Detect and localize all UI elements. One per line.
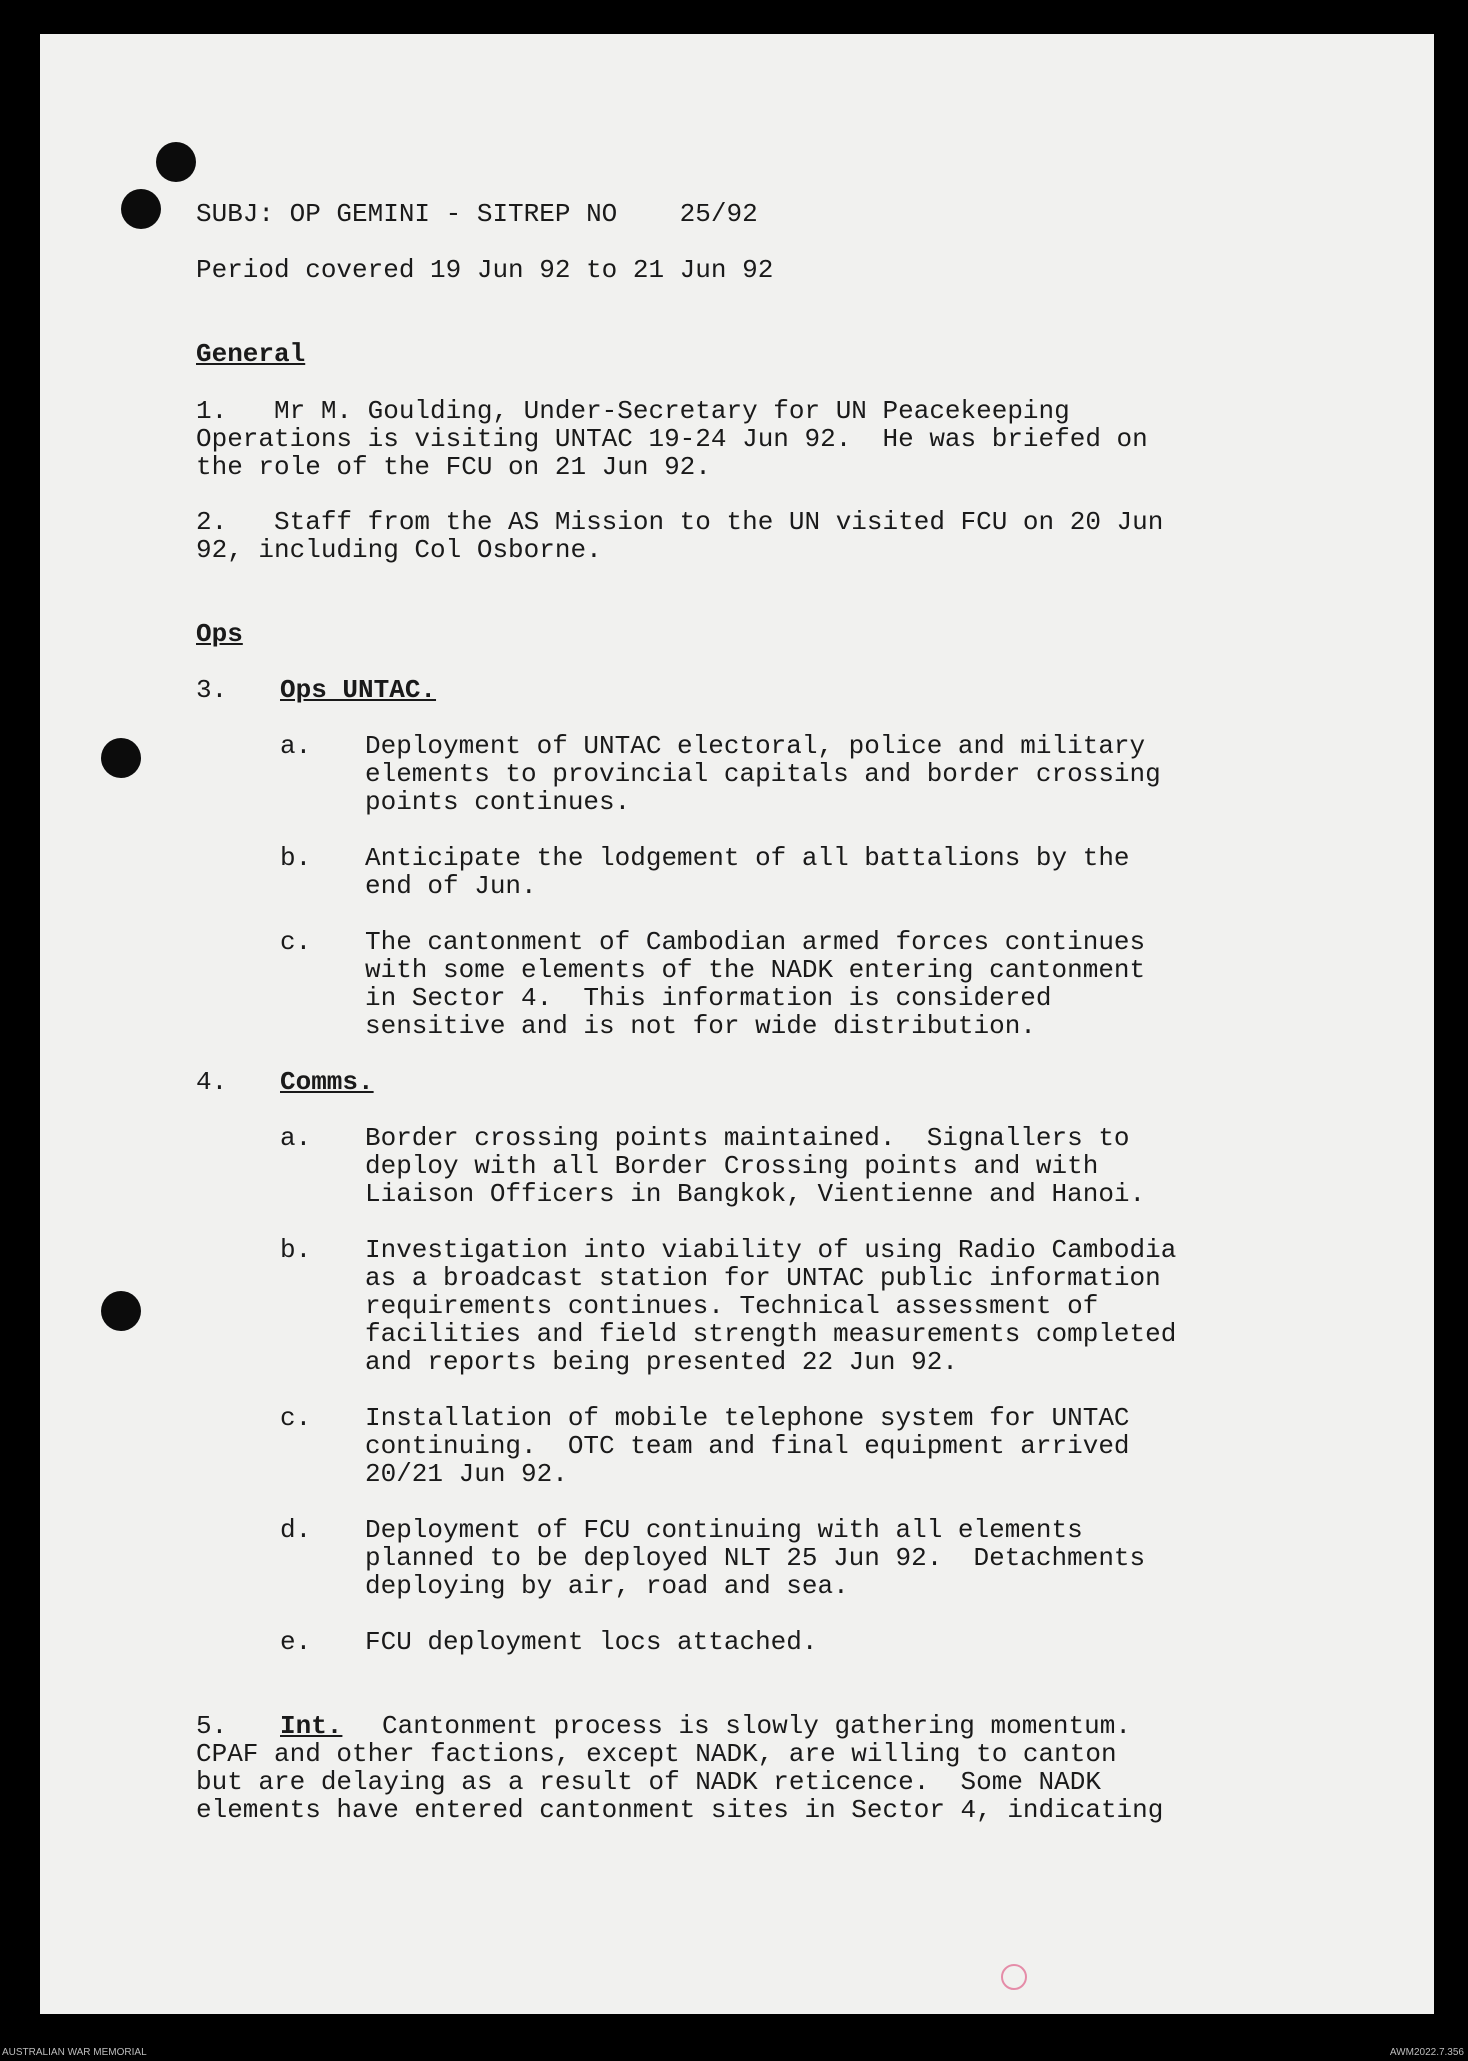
item-letter: b. bbox=[280, 843, 312, 873]
item-letter: e. bbox=[280, 1627, 312, 1657]
para-number: 5. bbox=[196, 1711, 228, 1741]
item-line: as a broadcast station for UNTAC public information bbox=[365, 1263, 1161, 1293]
item-line: Investigation into viability of using Radio Cambodia bbox=[365, 1235, 1177, 1265]
item-line: deploying by air, road and sea. bbox=[365, 1571, 849, 1601]
footer-left: AUSTRALIAN WAR MEMORIAL bbox=[2, 2047, 147, 2058]
item-line: and reports being presented 22 Jun 92. bbox=[365, 1347, 958, 1377]
item-line: with some elements of the NADK entering cantonment bbox=[365, 955, 1146, 985]
item-line: sensitive and is not for wide distribution. bbox=[365, 1011, 1036, 1041]
item-line: FCU deployment locs attached. bbox=[365, 1627, 818, 1657]
para5-line: CPAF and other factions, except NADK, are willing to canton bbox=[196, 1739, 1117, 1769]
item-line: Anticipate the lodgement of all battalions by the bbox=[365, 843, 1130, 873]
section-heading-ops: Ops bbox=[196, 619, 243, 649]
para5-line: Cantonment process is slowly gathering momentum. bbox=[382, 1711, 1131, 1741]
para1-line: Operations is visiting UNTAC 19-24 Jun 92. He was briefed on bbox=[196, 424, 1148, 454]
sitrep-document bbox=[40, 34, 1434, 2014]
item-line: requirements continues. Technical assessment of bbox=[365, 1291, 1099, 1321]
item-line: in Sector 4. This information is considered bbox=[365, 983, 1052, 1013]
item-line: Deployment of UNTAC electoral, police and military bbox=[365, 731, 1146, 761]
period-line: Period covered 19 Jun 92 to 21 Jun 92 bbox=[196, 255, 774, 285]
para1-line: 1. Mr M. Goulding, Under-Secretary for UN Peacekeeping bbox=[196, 396, 1070, 426]
item-letter: a. bbox=[280, 731, 312, 761]
item-line: deploy with all Border Crossing points and with bbox=[365, 1151, 1099, 1181]
item-line: points continues. bbox=[365, 787, 631, 817]
subject-line: SUBJ: OP GEMINI - SITREP NO 25/92 bbox=[196, 199, 758, 229]
item-line: Deployment of FCU continuing with all elements bbox=[365, 1515, 1083, 1545]
item-line: planned to be deployed NLT 25 Jun 92. Detachments bbox=[365, 1543, 1146, 1573]
item-line: 20/21 Jun 92. bbox=[365, 1459, 568, 1489]
para-number: 4. bbox=[196, 1067, 228, 1097]
item-line: Liaison Officers in Bangkok, Vientienne and Hanoi. bbox=[365, 1179, 1146, 1209]
section-heading-general: General bbox=[196, 339, 306, 369]
item-letter: a. bbox=[280, 1123, 312, 1153]
item-line: elements to provincial capitals and border crossing bbox=[365, 759, 1161, 789]
footer-right: AWM2022.7.356 bbox=[1389, 2047, 1464, 2058]
para-number: 3. bbox=[196, 675, 228, 705]
para5-line: but are delaying as a result of NADK reticence. Some NADK bbox=[196, 1767, 1101, 1797]
item-line: Installation of mobile telephone system for UNTAC bbox=[365, 1403, 1130, 1433]
para-title-ops-untac: Ops UNTAC. bbox=[280, 675, 437, 705]
item-line: continuing. OTC team and final equipment arrived bbox=[365, 1431, 1130, 1461]
item-line: Border crossing points maintained. Signallers to bbox=[365, 1123, 1130, 1153]
para2-line: 2. Staff from the AS Mission to the UN visited FCU on 20 Jun bbox=[196, 507, 1164, 537]
item-line: The cantonment of Cambodian armed forces continues bbox=[365, 927, 1146, 957]
item-letter: c. bbox=[280, 1403, 312, 1433]
para1-line: the role of the FCU on 21 Jun 92. bbox=[196, 452, 711, 482]
item-letter: b. bbox=[280, 1235, 312, 1265]
item-letter: d. bbox=[280, 1515, 312, 1545]
para-title-comms: Comms. bbox=[280, 1067, 374, 1097]
item-line: facilities and field strength measurements completed bbox=[365, 1319, 1177, 1349]
document-page bbox=[40, 34, 1434, 2014]
para2-line: 92, including Col Osborne. bbox=[196, 535, 602, 565]
item-line: end of Jun. bbox=[365, 871, 537, 901]
para-title-int: Int. bbox=[280, 1711, 343, 1741]
item-letter: c. bbox=[280, 927, 312, 957]
para5-line: elements have entered cantonment sites in Sector 4, indicating bbox=[196, 1795, 1164, 1825]
